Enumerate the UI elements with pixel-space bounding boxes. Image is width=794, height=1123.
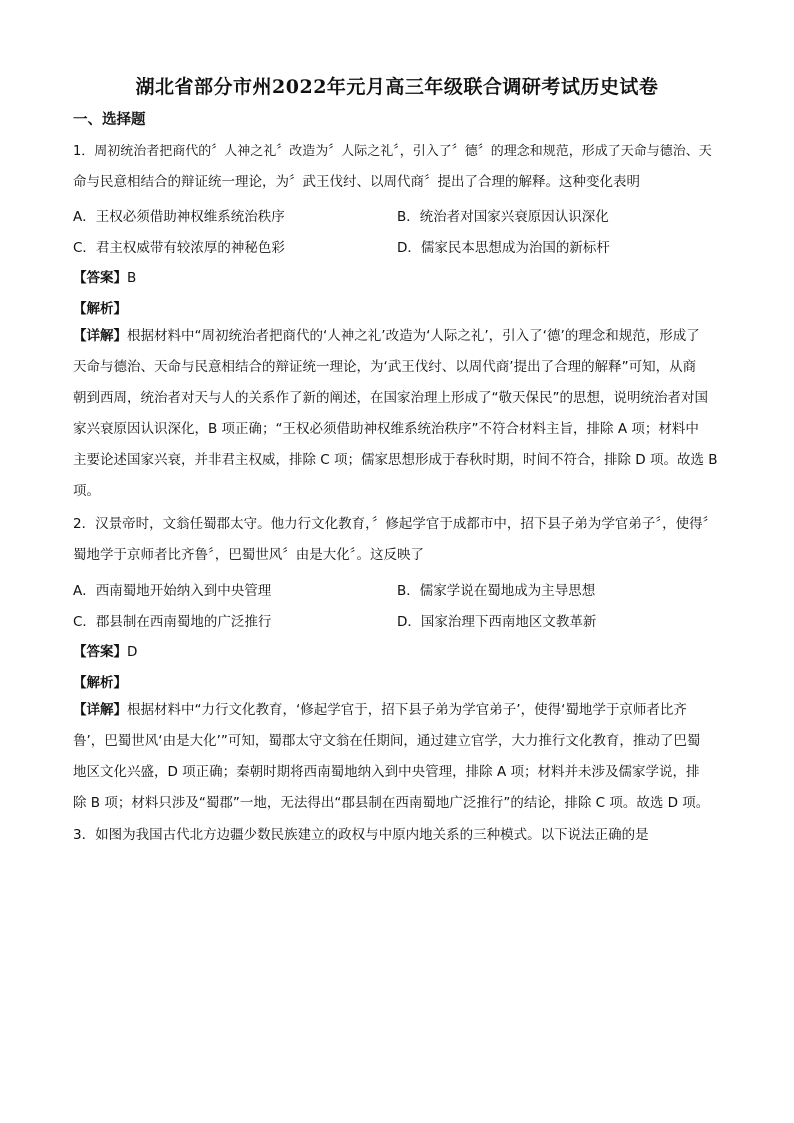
answer-value: D bbox=[127, 644, 138, 660]
detail-line: 鲁’，巴蜀世风‘由是大化’”可知，蜀郡太守文翁在任期间，通过建立官学，大力推行文化教育，推动了巴蜀 bbox=[73, 733, 701, 749]
answer-tag: 【答案】 bbox=[73, 644, 127, 660]
question-1-option-c: C．君主权威带有较浓厚的神秘色彩 bbox=[73, 240, 285, 256]
question-2-analysis-tag: 【解析】 bbox=[73, 675, 127, 691]
detail-line: 地区文化兴盛，D 项正确；秦朝时期将西南蜀地纳入到中央管理，排除 A 项；材料并未涉及儒家学说，排 bbox=[73, 764, 700, 780]
detail-line: 除 B 项；材料只涉及“蜀郡”一地，无法得出“郡县制在西南蜀地广泛推行”的结论，排除 C 项。故选 D 项。 bbox=[73, 795, 710, 811]
detail-line bbox=[73, 695, 723, 726]
question-1-option-a: A．王权必须借助神权维系统治秩序 bbox=[73, 209, 285, 225]
question-1-option-d: D．儒家民本思想成为治国的新标杆 bbox=[397, 240, 610, 256]
answer-value: B bbox=[127, 270, 137, 286]
question-1-detail bbox=[73, 321, 723, 507]
detail-text: 根据材料中“力行文化教育，‘修起学官于，招下县子弟为学官弟子’，使得‘蜀地学于京师者比齐 bbox=[127, 702, 687, 718]
detail-line: 项。 bbox=[73, 483, 100, 499]
detail-line: 朝到西周，统治者对天与人的关系作了新的阐述，在国家治理上形成了“敬天保民”的思想，说明统治者对国 bbox=[73, 390, 708, 406]
question-2-stem-line: 2．汉景帝时，文翁任蜀郡太守。他力行文化教育，〞修起学官于成都市中，招下县子弟为学官弟子〞，使得〞 bbox=[73, 516, 717, 532]
question-2-option-b: B．儒家学说在蜀地成为主导思想 bbox=[397, 583, 596, 599]
answer-tag: 【答案】 bbox=[73, 270, 127, 286]
section-heading: 一、选择题 bbox=[73, 112, 146, 128]
question-2-option-d: D．国家治理下西南地区文教革新 bbox=[397, 614, 597, 630]
page-title: 湖北省部分市州2022年元月高三年级联合调研考试历史试卷 bbox=[135, 76, 659, 98]
question-2-option-c: C．郡县制在西南蜀地的广泛推行 bbox=[73, 614, 272, 630]
question-2-stem-line: 蜀地学于京师者比齐鲁〞，巴蜀世风〞由是大化〞。这反映了 bbox=[73, 547, 424, 563]
detail-tag: 【详解】 bbox=[73, 702, 127, 718]
question-2-answer bbox=[73, 640, 137, 660]
question-1-option-b: B．统治者对国家兴衰原因认识深化 bbox=[397, 209, 609, 225]
question-1-stem bbox=[73, 136, 723, 198]
question-1-stem-line: 命与民意相结合的辩证统一理论，为〞武王伐纣、以周代商〞提出了合理的解释。这种变化表明 bbox=[73, 174, 640, 190]
question-2-stem bbox=[73, 509, 723, 571]
question-3-stem bbox=[73, 820, 723, 851]
detail-line: 主要论述国家兴衰，并非君主权威，排除 C 项；儒家思想形成于春秋时期，时间不符合，排除 D 项。故选 B bbox=[73, 452, 718, 468]
question-1-answer bbox=[73, 266, 136, 286]
question-1-analysis-tag: 【解析】 bbox=[73, 301, 127, 317]
detail-text: 根据材料中“周初统治者把商代的‘人神之礼’改造为‘人际之礼’，引入了‘德’的理念和规范，形成了 bbox=[127, 328, 700, 344]
detail-line bbox=[73, 321, 723, 352]
detail-line: 家兴衰原因认识深化，B 项正确；“王权必须借助神权维系统治秩序”不符合材料主旨，排除 A 项；材料中 bbox=[73, 421, 699, 437]
detail-line: 天命与德治、天命与民意相结合的辩证统一理论，为‘武王伐纣、以周代商’提出了合理的解释”可知，从商 bbox=[73, 359, 697, 375]
detail-tag: 【详解】 bbox=[73, 328, 127, 344]
question-2-detail bbox=[73, 695, 723, 819]
question-3-stem-line: 3．如图为我国古代北方边疆少数民族建立的政权与中原内地关系的三种模式。以下说法正确的是 bbox=[73, 827, 649, 843]
question-2-option-a: A．西南蜀地开始纳入到中央管理 bbox=[73, 583, 272, 599]
question-1-stem-line: 1．周初统治者把商代的〞人神之礼〞改造为〞人际之礼〞，引入了〞德〞的理念和规范，形成了天命与德治、天 bbox=[73, 144, 712, 159]
